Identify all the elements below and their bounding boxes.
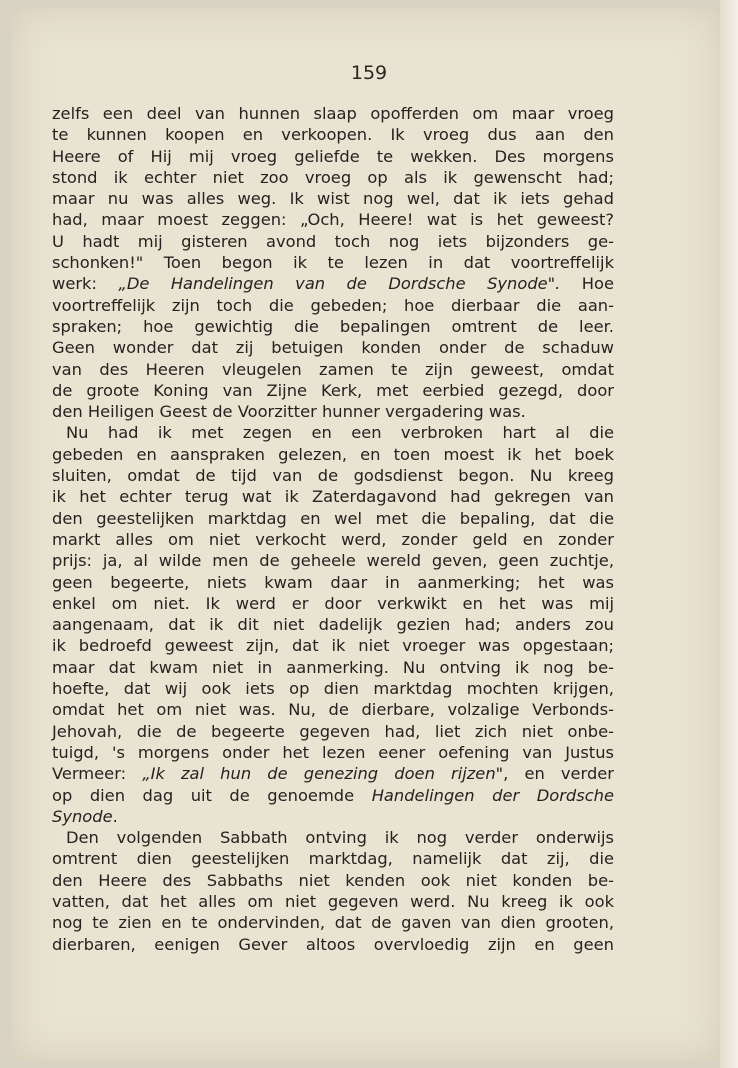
text-segment: spraken; hoe gewichtig die bepalingen omtrent de leer.	[52, 316, 614, 336]
text-line	[52, 785, 614, 806]
text-line	[52, 763, 614, 784]
text-segment: den Heiligen Geest de Voorzitter hunner vergadering was.	[52, 402, 526, 422]
text-line	[52, 146, 614, 167]
page-edge	[720, 0, 738, 1068]
text-line	[52, 337, 614, 358]
text-segment: Vermeer:	[52, 764, 143, 784]
italic-text: „De Handelingen van de Dordsche Synode".	[118, 274, 561, 294]
text-segment: de groote Koning van Zijne Kerk, met eerbied gezegd, door	[52, 380, 614, 400]
text-segment: maar nu was alles weg. Ik wist nog wel, dat ik iets gehad	[52, 189, 614, 209]
text-line	[52, 934, 614, 955]
text-line	[52, 444, 614, 465]
text-segment: vatten, dat het alles om niet gegeven werd. Nu kreeg ik ook	[52, 891, 614, 911]
text-line	[52, 252, 614, 273]
text-segment: op dien dag uit de genoemde	[52, 785, 372, 805]
text-segment: Jehovah, die de begeerte gegeven had, liet zich niet onbe-	[52, 721, 614, 741]
italic-text: Handelingen der Dordsche	[371, 785, 614, 805]
text-line	[52, 124, 614, 145]
text-segment: Geen wonder dat zij betuigen konden onder de schaduw	[52, 338, 614, 358]
text-segment: Heere of Hij mij vroeg geliefde te wekken. Des morgens	[52, 146, 614, 166]
text-line	[52, 870, 614, 891]
text-segment: den Heere des Sabbaths niet kenden ook niet konden be-	[52, 870, 614, 890]
text-line	[52, 593, 614, 614]
text-line	[52, 806, 614, 827]
text-segment: Nu had ik met zegen en een verbroken hart al die	[66, 423, 614, 443]
text-line	[52, 401, 614, 422]
text-line	[52, 848, 614, 869]
text-segment: te kunnen koopen en verkoopen. Ik vroeg dus aan den	[52, 125, 614, 145]
text-segment: nog te zien en te ondervinden, dat de gaven van dien grooten,	[52, 913, 614, 933]
text-line	[52, 912, 614, 933]
text-line	[52, 295, 614, 316]
text-line	[52, 422, 614, 443]
text-line	[52, 231, 614, 252]
text-line	[52, 188, 614, 209]
text-segment: U hadt mij gisteren avond toch nog iets bijzonders ge-	[52, 231, 614, 251]
body-text	[52, 103, 614, 955]
text-segment: had, maar moest zeggen: „Och, Heere! wat is het geweest?	[52, 210, 614, 230]
page-number: 159	[350, 62, 388, 84]
text-line	[52, 614, 614, 635]
text-segment: maar dat kwam niet in aanmerking. Nu ontving ik nog be-	[52, 657, 614, 677]
text-segment: omdat het om niet was. Nu, de dierbare, volzalige Verbonds-	[52, 700, 614, 720]
text-segment: schonken!" Toen begon ik te lezen in dat voortreffelijk	[52, 253, 614, 273]
text-segment: zelfs een deel van hunnen slaap opofferden om maar vroeg	[52, 104, 614, 123]
text-segment: voortreffelijk zijn toch die gebeden; hoe dierbaar die aan-	[52, 295, 614, 315]
text-line	[52, 657, 614, 678]
text-line	[52, 827, 614, 848]
text-segment: den geestelijken marktdag en wel met die bepaling, dat die	[52, 508, 614, 528]
text-segment: stond ik echter niet zoo vroeg op als ik gewenscht had;	[52, 167, 614, 187]
text-line	[52, 465, 614, 486]
text-segment: van des Heeren vleugelen zamen te zijn geweest, omdat	[52, 359, 614, 379]
text-line	[52, 359, 614, 380]
text-line	[52, 103, 614, 124]
text-line	[52, 550, 614, 571]
text-line	[52, 742, 614, 763]
text-segment: sluiten, omdat de tijd van de godsdienst begon. Nu kreeg	[52, 466, 614, 486]
text-segment: .	[112, 806, 118, 826]
text-segment: ik het echter terug wat ik Zaterdagavond had gekregen van	[52, 487, 614, 507]
text-segment: aangenaam, dat ik dit niet dadelijk gezien had; anders zou	[52, 615, 614, 635]
text-line	[52, 273, 614, 294]
text-segment: markt alles om niet verkocht werd, zonder geld en zonder	[52, 529, 614, 549]
text-line	[52, 721, 614, 742]
text-segment: geen begeerte, niets kwam daar in aanmerking; het was	[52, 572, 614, 592]
italic-text: Synode	[52, 806, 113, 826]
text-segment: Den volgenden Sabbath ontving ik nog verder onderwijs	[66, 828, 614, 848]
text-segment: gebeden en aanspraken gelezen, en toen moest ik het boek	[52, 444, 614, 464]
text-segment: enkel om niet. Ik werd er door verkwikt en het was mij	[52, 593, 614, 613]
text-segment: tuigd, 's morgens onder het lezen eener oefening van Justus	[52, 742, 614, 762]
text-segment: ik bedroefd geweest zijn, dat ik niet vroeger was opgestaan;	[52, 636, 614, 656]
text-segment: omtrent dien geestelijken marktdag, namelijk dat zij, die	[52, 849, 614, 869]
text-segment: prijs: ja, al wilde men de geheele wereld geven, geen zuchtje,	[52, 551, 614, 571]
text-line	[52, 891, 614, 912]
text-line	[52, 529, 614, 550]
text-line	[52, 678, 614, 699]
text-segment: Hoe	[560, 274, 615, 294]
text-segment: dierbaren, eenigen Gever altoos overvloedig zijn en geen	[52, 934, 614, 954]
text-line	[52, 572, 614, 593]
text-line	[52, 209, 614, 230]
text-segment: , en verder	[503, 764, 615, 784]
text-line	[52, 699, 614, 720]
text-segment: werk:	[52, 274, 119, 294]
text-line	[52, 486, 614, 507]
text-line	[52, 380, 614, 401]
italic-text: „Ik zal hun de genezing doen rijzen"	[142, 764, 504, 784]
text-segment: hoefte, dat wij ook iets op dien marktdag mochten krijgen,	[52, 679, 614, 699]
text-line	[52, 508, 614, 529]
text-line	[52, 635, 614, 656]
text-line	[52, 316, 614, 337]
text-line	[52, 167, 614, 188]
